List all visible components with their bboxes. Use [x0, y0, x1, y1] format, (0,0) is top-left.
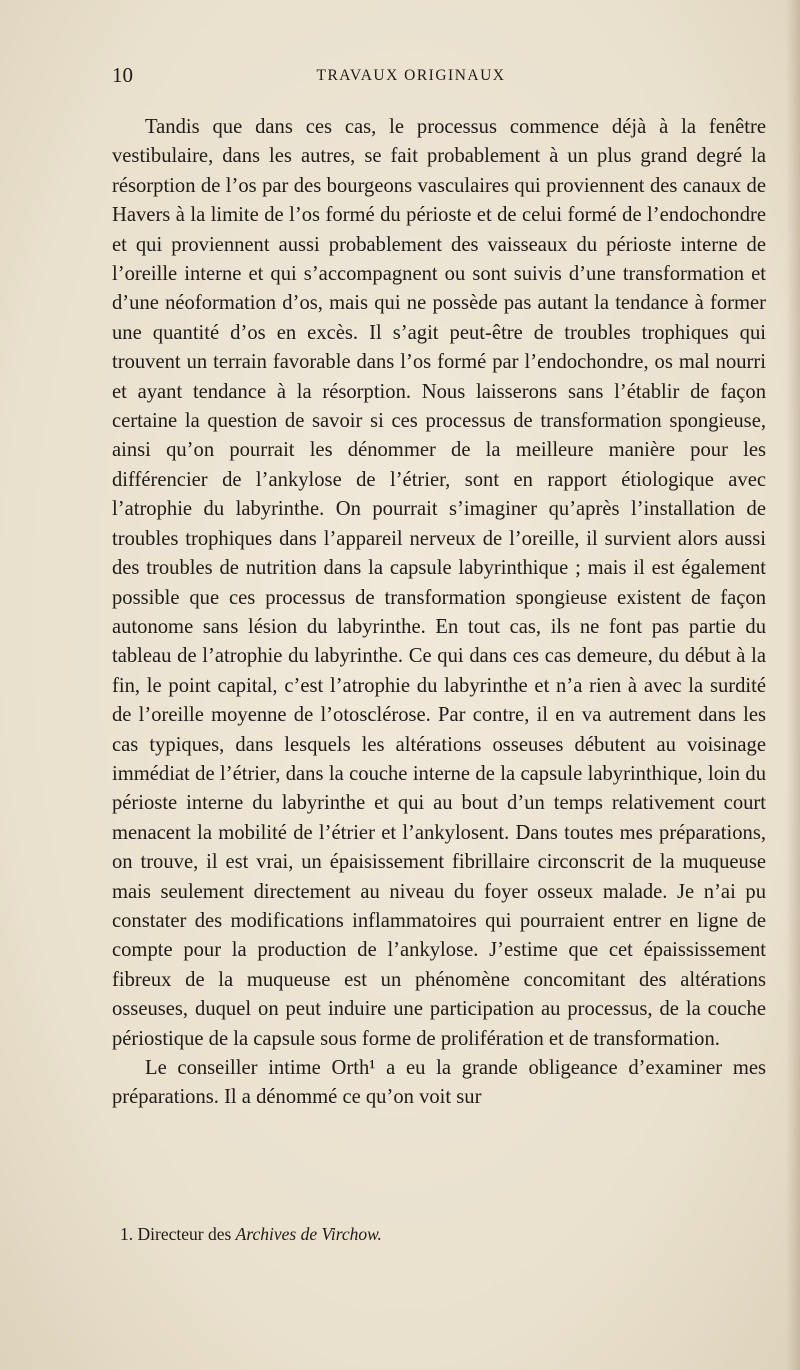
page-edge-shadow [786, 0, 800, 1370]
page-header [112, 62, 710, 90]
paragraph-2: Le conseiller intime Orth¹ a eu la grande obligeance d’examiner mes préparations. Il a dénommé ce qu’on voit sur [112, 1057, 766, 1109]
running-title: TRAVAUX ORIGINAUX [316, 67, 506, 84]
body-text [112, 113, 766, 1113]
paragraph-1: Tandis que dans ces cas, le processus commence déjà à la fenêtre vestibulaire, dans les autres, se fait probablement à un plus grand degré la résorption de l’os par des bourgeons vasculaires qui proviennent des canaux de Havers à la limite de l’os formé du périoste et de celui formé de l’endochondre et qui proviennent aussi probablement des vaisseaux du périoste interne de l’oreille interne et qui s’accompagnent ou sont suivis d’une transformation et d’une néoformation d’os, mais qui ne possède pas autant la tendance à former une quantité d’os en excès. Il s’agit peut-être de troubles trophiques qui trouvent un terrain favorable dans l’os formé par l’endochondre, os mal nourri et ayant tendance à la résorption. Nous laisserons sans l’établir de façon certaine la question de savoir si ces processus de transformation spongieuse, ainsi qu’on pourrait les dénommer de la meilleure manière pour les différencier de l’ankylose de l’étrier, sont en rapport étiologique avec l’atrophie du labyrinthe. On pourrait s’imaginer qu’après l’installation de troubles trophiques dans l’appareil nerveux de l’oreille, il survient alors aussi des troubles de nutrition dans la capsule labyrinthique ; mais il est également possible que ces processus de transformation spongieuse existent de façon autonome sans lésion du labyrinthe. En tout cas, ils ne font pas partie du tableau de l’atrophie du labyrinthe. Ce qui dans ces cas demeure, du début à la fin, le point capital, c’est l’atrophie du labyrinthe et n’a rien à avec la surdité de l’oreille moyenne de l’otosclérose. Par contre, il en va autrement dans les cas typiques, dans lesquels les altérations osseuses débutent au voisinage immédiat de l’étrier, dans la couche interne de la capsule labyrinthique, loin du périoste interne du labyrinthe et qui au bout d’un temps relativement court menacent la mobilité de l’étrier et l’ankylosent. Dans toutes mes préparations, on trouve, il est vrai, un épaisissement fibrillaire circonscrit de la muqueuse mais seulement directement au niveau du foyer osseux malade. Je n’ai pu constater des modifications inflammatoires qui pourraient entrer en ligne de compte pour la production de l’ankylose. J’estime que cet épaississement fibreux de la muqueuse est un phénomène concomitant des altérations osseuses, duquel on peut induire une participation au processus, de la couche périostique de la capsule sous forme de prolifération et de transformation. [112, 116, 766, 1050]
footnote-text: Directeur des [137, 1224, 232, 1244]
footnote [112, 1222, 766, 1246]
footnote-marker: 1. [120, 1224, 134, 1244]
footnote-italic-text: Archives de Virchow. [235, 1224, 382, 1244]
page-number: 10 [112, 63, 133, 87]
